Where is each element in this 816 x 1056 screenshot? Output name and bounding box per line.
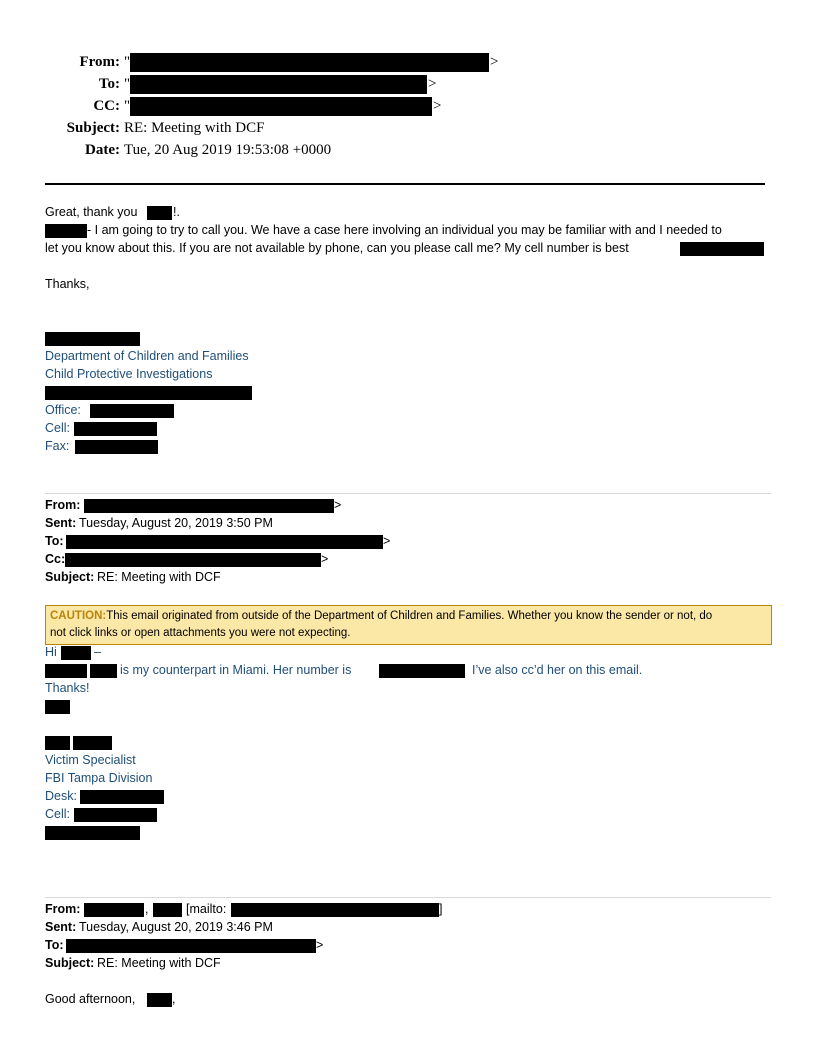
from-suffix: > [334,498,342,512]
redaction-box [45,736,70,750]
body-text-b: I’ve also cc’d her on this email. [472,663,643,677]
caution-tag: CAUTION: [50,610,107,622]
hi-text: Hi [45,645,57,659]
cc-label: Cc: [45,552,66,566]
subject-value: RE: Meeting with DCF [97,570,221,584]
redaction-box [379,664,465,678]
redaction-box [45,224,87,238]
redaction-box [45,826,140,840]
redaction-box [153,903,182,917]
greeting-pre: Good afternoon, [45,992,136,1006]
caution-text-2: not click links or open attachments you were not expecting. [50,627,351,639]
greeting-post: , [172,992,176,1006]
from-prefix: " [124,54,131,70]
to-suffix: > [428,76,437,92]
body-text-a: is my counterpart in Miami. Her number is [120,663,352,677]
to-label: To: [98,76,120,92]
body-line-3: let you know about this. If you are not available by phone, can you please call me? My cell number is best [45,241,629,255]
signature-title: Victim Specialist [45,753,136,767]
redaction-box [74,422,157,436]
redaction-box [45,700,70,714]
subject-label: Subject: [66,120,120,136]
redaction-box [130,53,489,72]
greeting-pre: Great, thank you [45,205,138,219]
from-label: From: [79,54,120,70]
redaction-box [74,808,157,822]
redaction-box [231,903,439,917]
from-suffix: > [490,54,499,70]
redaction-box [45,332,140,346]
signature-cell-label: Cell: [45,807,71,821]
redaction-box [84,499,334,513]
redaction-box [75,440,158,454]
redaction-box [680,242,764,256]
redaction-box [90,664,117,678]
to-prefix: " [124,76,131,92]
redaction-box [84,903,144,917]
header-divider [45,183,765,185]
from-close: ] [439,902,443,916]
sent-value: Tuesday, August 20, 2019 3:46 PM [79,920,273,934]
redaction-box [66,939,316,953]
date-value: Tue, 20 Aug 2019 19:53:08 +0000 [124,142,332,158]
signature-org: FBI Tampa Division [45,771,153,785]
subject-label: Subject: [45,956,95,970]
message-divider [45,897,771,898]
redaction-box [61,646,91,660]
from-label: From: [45,902,81,916]
redaction-box [45,386,252,400]
from-comma: , [145,902,149,916]
subject-value: RE: Meeting with DCF [124,120,265,136]
body-line-2: - I am going to try to call you. We have a case here involving an individual you may be familiar with and I needed to [87,223,722,237]
redaction-box [45,664,87,678]
signature-office-label: Office: [45,403,81,417]
message-divider [45,493,771,494]
signature-cell-label: Cell: [45,421,71,435]
greeting-post: !. [173,205,180,219]
redaction-box [130,97,432,116]
to-label: To: [45,534,64,548]
signature-org: Department of Children and Families [45,349,249,363]
to-suffix: > [383,534,391,548]
redaction-box [130,75,427,94]
date-label: Date: [85,142,120,158]
signature-fax-label: Fax: [45,439,70,453]
redaction-box [80,790,164,804]
signature-unit: Child Protective Investigations [45,367,213,381]
cc-suffix: > [433,98,442,114]
redaction-box [147,206,172,220]
hi-dash: – [94,645,101,659]
signature-desk-label: Desk: [45,789,77,803]
redaction-box [73,736,112,750]
redaction-box [66,535,383,549]
cc-label: CC: [93,98,120,114]
from-mailto: [mailto: [186,902,227,916]
subject-value: RE: Meeting with DCF [97,956,221,970]
caution-text-1: This email originated from outside of the Department of Children and Families. Whether you know the sender or not, do [106,610,713,622]
sent-value: Tuesday, August 20, 2019 3:50 PM [79,516,273,530]
cc-prefix: " [124,98,131,114]
redaction-box [90,404,174,418]
thanks-text: Thanks! [45,681,90,695]
redaction-box [65,553,321,567]
redaction-box [147,993,172,1007]
to-label: To: [45,938,64,952]
to-suffix: > [316,938,324,952]
closing: Thanks, [45,277,90,291]
subject-label: Subject: [45,570,95,584]
cc-suffix: > [321,552,329,566]
caution-banner [45,605,772,645]
from-label: From: [45,498,81,512]
sent-label: Sent: [45,516,77,530]
sent-label: Sent: [45,920,77,934]
